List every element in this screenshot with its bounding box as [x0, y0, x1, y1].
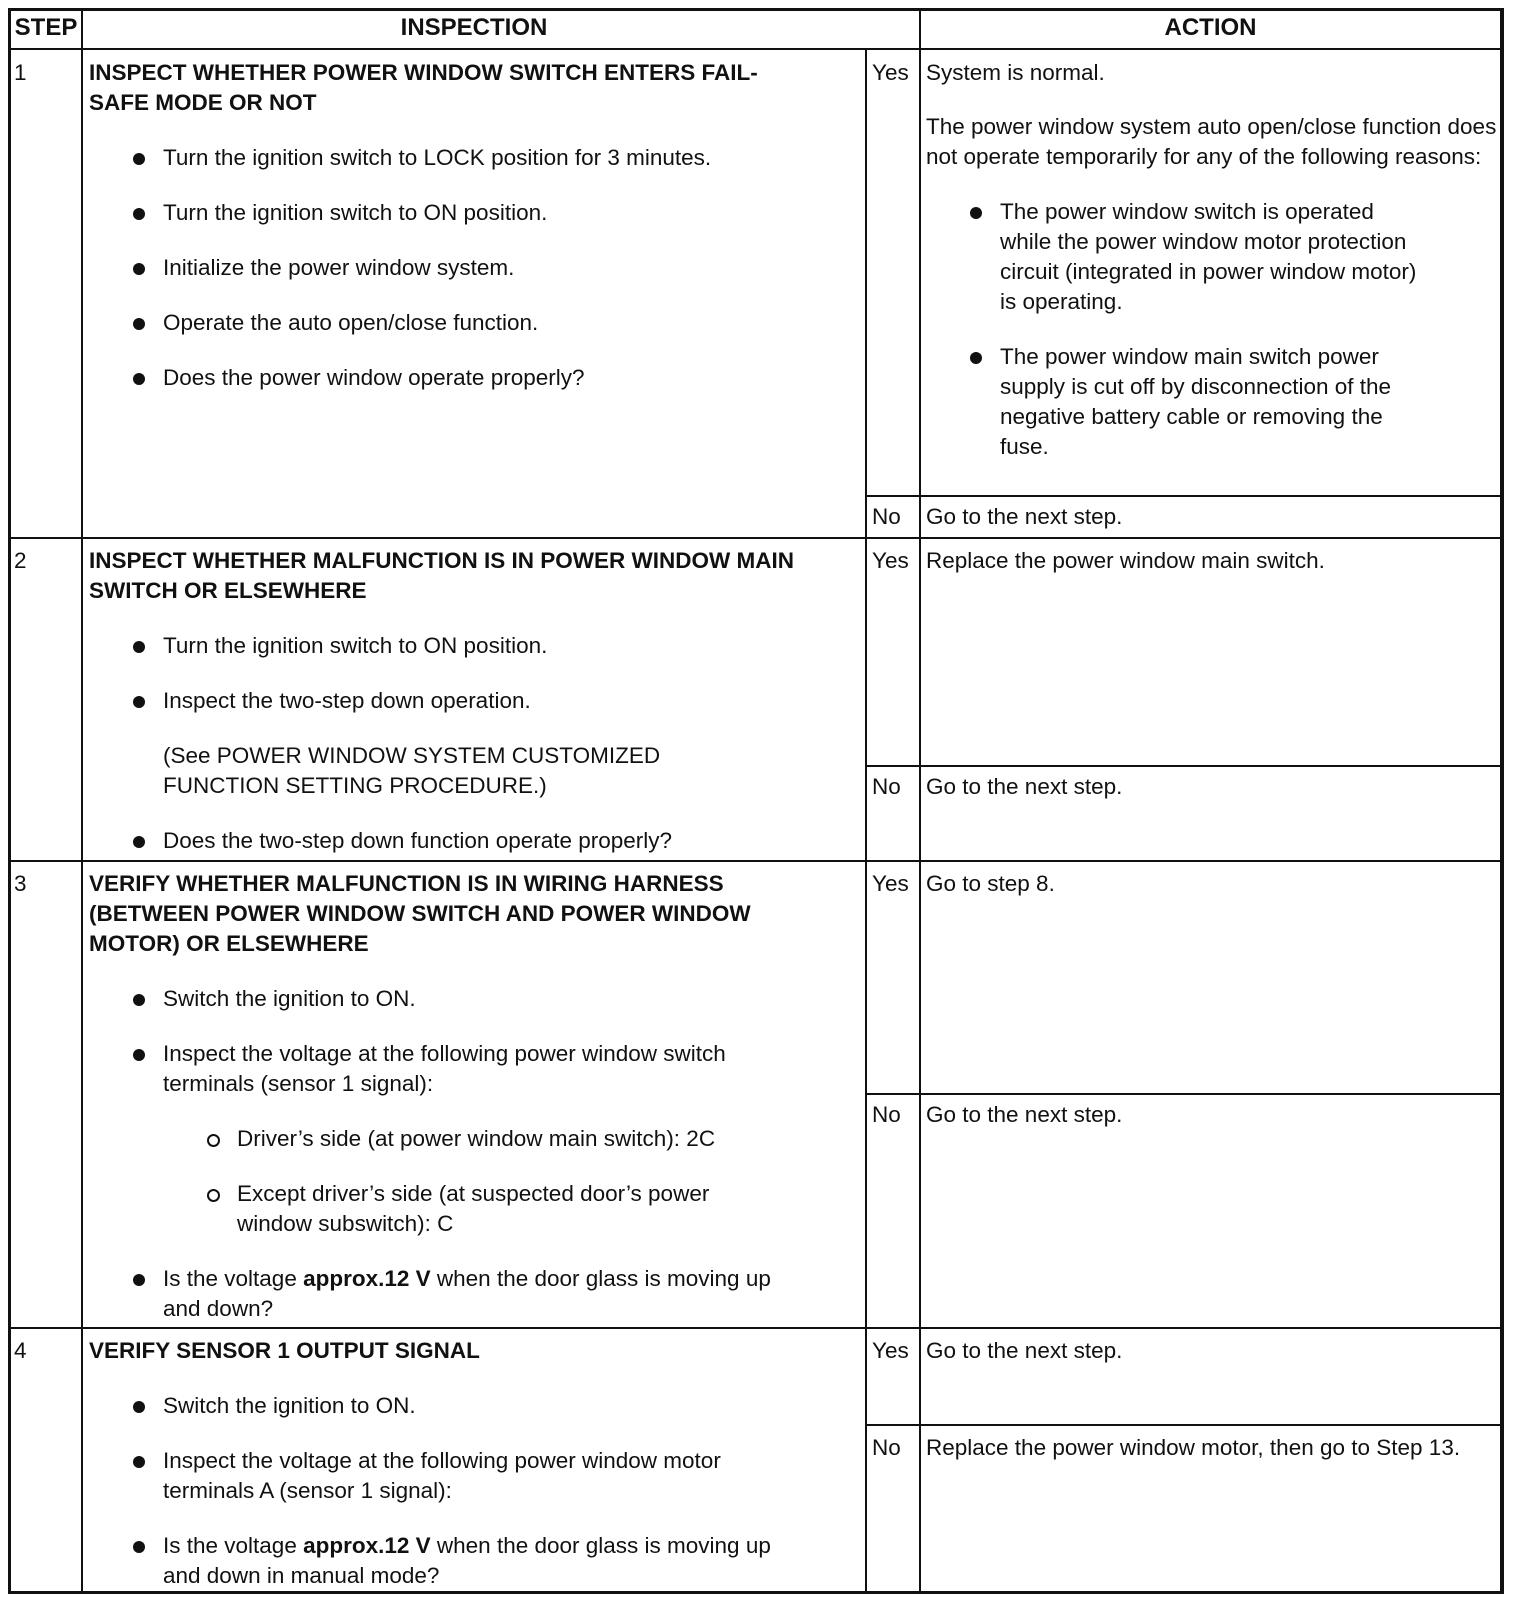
header-step: STEP [14, 14, 78, 41]
yesno-divider-4 [865, 1424, 1504, 1426]
step-1-yes-action [926, 58, 1498, 462]
step-title: VERIFY WHETHER MALFUNCTION IS IN WIRING HARNESS (BETWEEN POWER WINDOW SWITCH AND POWER WINDOW MOTOR) OR ELSEWHERE [89, 871, 751, 956]
table-border-right [1500, 8, 1504, 1594]
yes-label: Yes [872, 1338, 909, 1363]
table-border-bottom [8, 1591, 1504, 1594]
bullet-item: Operate the auto open/close function. [89, 308, 859, 338]
table-border-top [8, 8, 1504, 11]
no-label: No [872, 1102, 901, 1127]
yesno-divider-3 [865, 1093, 1504, 1095]
step-4-no-action: Replace the power window motor, then go to Step 13. [926, 1435, 1461, 1460]
row-divider-1 [8, 537, 1504, 539]
step-title: INSPECT WHETHER MALFUNCTION IS IN POWER WINDOW MAIN SWITCH OR ELSEWHERE [89, 548, 794, 603]
header-divider [8, 48, 1504, 50]
sub-bullet-item: Except driver’s side (at suspected door’s power window subswitch): C [89, 1179, 777, 1239]
bullet-item: Inspect the two-step down operation. [89, 686, 859, 716]
step-number: 3 [14, 871, 27, 896]
step-number: 4 [14, 1338, 27, 1363]
inspection-table [8, 8, 1504, 1594]
no-label: No [872, 504, 901, 529]
header-inspection: INSPECTION [400, 14, 548, 41]
sub-bullet-item: Driver’s side (at power window main switch): 2C [89, 1124, 859, 1154]
header-action: ACTION [1164, 14, 1257, 41]
action-text: The power window system auto open/close function does not operate temporarily for any of the following reasons: [926, 114, 1497, 169]
yesno-divider-2 [865, 765, 1504, 767]
yes-label: Yes [872, 60, 909, 85]
row-divider-3 [8, 1327, 1504, 1329]
step-2-inspection [89, 546, 859, 856]
step-2-yes-action: Replace the power window main switch. [926, 548, 1325, 573]
bullet-item: Is the voltage approx.12 V when the door glass is moving up and down? [89, 1264, 803, 1324]
step-number: 2 [14, 548, 27, 573]
col-divider-yesno [865, 48, 867, 1594]
step-title: INSPECT WHETHER POWER WINDOW SWITCH ENTERS FAIL-SAFE MODE OR NOT [89, 60, 758, 115]
yes-label: Yes [872, 548, 909, 573]
bullet-item: Turn the ignition switch to ON position. [89, 631, 859, 661]
bullet-item: The power window main switch power supply is cut off by disconnection of the negative battery cable or removing the fuse. [926, 342, 1430, 462]
step-2-no-action: Go to the next step. [926, 774, 1123, 799]
bullet-item: Does the power window operate properly? [89, 363, 859, 393]
action-text: System is normal. [926, 60, 1105, 85]
bullet-item: Initialize the power window system. [89, 253, 859, 283]
step-4-inspection [89, 1336, 859, 1591]
step-number: 1 [14, 60, 27, 85]
bullet-item: Turn the ignition switch to ON position. [89, 198, 859, 228]
table-border-left [8, 8, 11, 1594]
col-divider-action [919, 8, 921, 1594]
step-1-no-action: Go to the next step. [926, 504, 1123, 529]
step-4-yes-action: Go to the next step. [926, 1338, 1123, 1363]
step-3-no-action: Go to the next step. [926, 1102, 1123, 1127]
bullet-item: Inspect the voltage at the following power window switch terminals (sensor 1 signal): [89, 1039, 783, 1099]
no-label: No [872, 774, 901, 799]
bullet-item: Turn the ignition switch to LOCK position for 3 minutes. [89, 143, 859, 173]
yesno-divider-1 [865, 495, 1504, 497]
bullet-item: The power window switch is operated while the power window motor protection circuit (integrated in power window motor) is operating. [926, 197, 1430, 317]
row-divider-2 [8, 860, 1504, 862]
no-label: No [872, 1435, 901, 1460]
step-3-yes-action: Go to step 8. [926, 871, 1055, 896]
step-1-inspection [89, 58, 859, 393]
col-divider-step [81, 8, 83, 1594]
bullet-item: Inspect the voltage at the following power window motor terminals A (sensor 1 signal): [89, 1446, 783, 1506]
bullet-item: Is the voltage approx.12 V when the door glass is moving up and down in manual mode? [89, 1531, 803, 1591]
step-3-inspection [89, 869, 859, 1324]
bullet-item: Switch the ignition to ON. [89, 1391, 859, 1421]
procedure-note: (See POWER WINDOW SYSTEM CUSTOMIZED FUNCTION SETTING PROCEDURE.) [163, 743, 661, 798]
step-title: VERIFY SENSOR 1 OUTPUT SIGNAL [89, 1338, 480, 1363]
bullet-item: Does the two-step down function operate properly? [89, 826, 859, 856]
yes-label: Yes [872, 871, 909, 896]
bullet-item: Switch the ignition to ON. [89, 984, 859, 1014]
